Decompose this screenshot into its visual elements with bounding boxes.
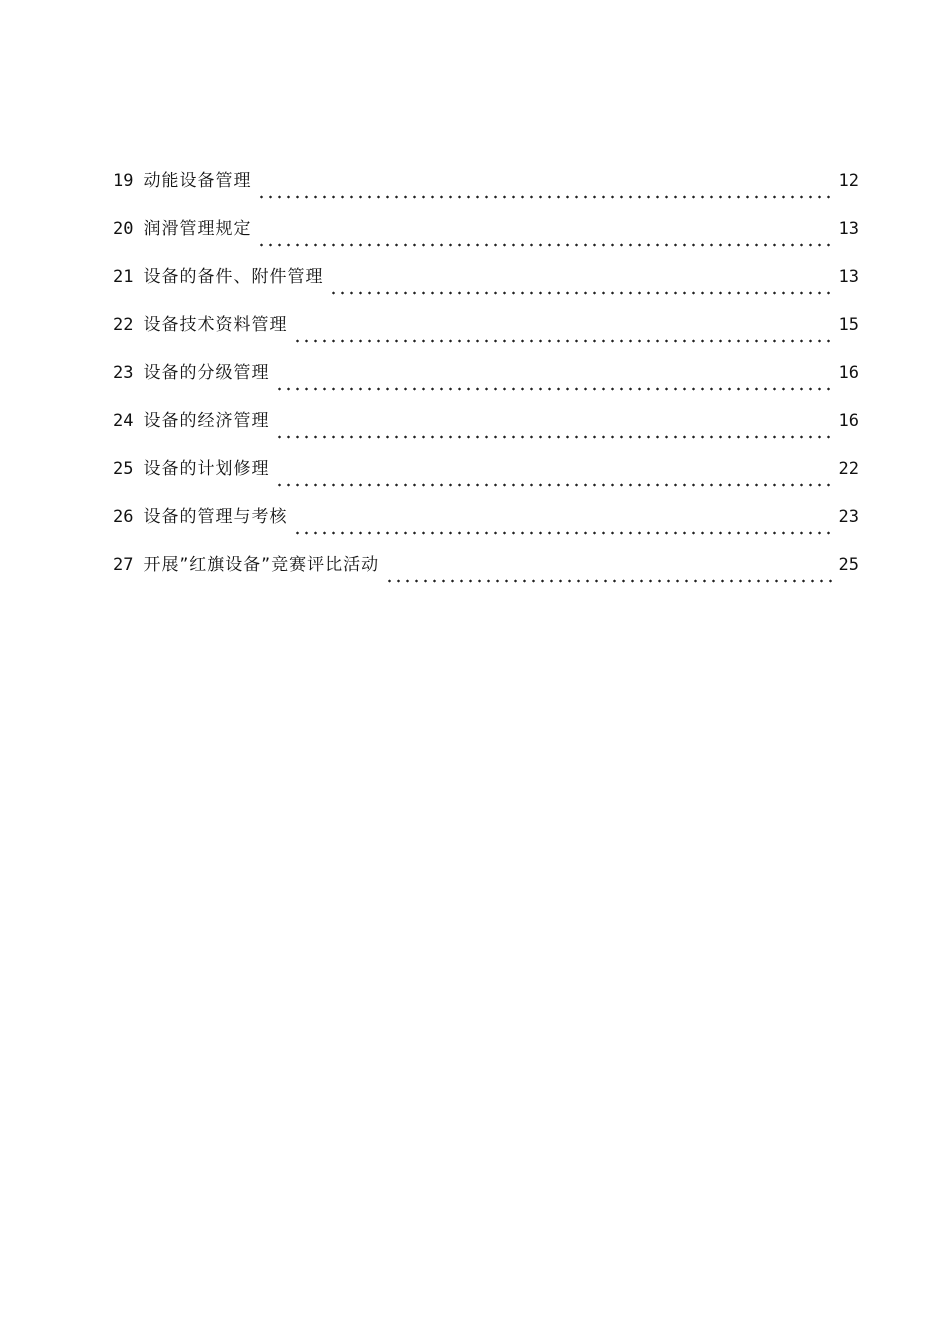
toc-entry-title: 润滑管理规定 (143, 219, 252, 239)
toc-entry-number: 24 (113, 411, 134, 431)
toc-entry-number: 21 (113, 267, 134, 287)
toc-dot-leader (275, 435, 832, 439)
toc-dot-leader (293, 339, 832, 343)
toc-entry-page: 25 (838, 555, 859, 575)
toc-entry[interactable] (113, 360, 859, 408)
table-of-contents (113, 168, 859, 600)
toc-entry[interactable] (113, 216, 859, 264)
toc-entry-number: 20 (113, 219, 134, 239)
toc-entry[interactable] (113, 552, 859, 600)
toc-entry-title: 设备的分级管理 (143, 363, 270, 383)
toc-entry[interactable] (113, 456, 859, 504)
toc-dot-leader (293, 531, 832, 535)
toc-entry[interactable] (113, 504, 859, 552)
toc-entry-title: 设备的经济管理 (143, 411, 270, 431)
toc-entry-number: 23 (113, 363, 134, 383)
toc-dot-leader (329, 291, 832, 295)
toc-entry-page: 13 (838, 267, 859, 287)
toc-dot-leader (257, 195, 832, 199)
toc-entry-number: 19 (113, 171, 134, 191)
toc-entry-title: 设备的备件、附件管理 (143, 267, 324, 287)
toc-entry-page: 12 (838, 171, 859, 191)
toc-entry-number: 26 (113, 507, 134, 527)
toc-entry-page: 13 (838, 219, 859, 239)
toc-entry-page: 16 (838, 411, 859, 431)
toc-entry-title: 设备的管理与考核 (143, 507, 288, 527)
toc-entry-title: 开展”红旗设备”竞赛评比活动 (143, 555, 380, 575)
toc-entry-number: 27 (113, 555, 134, 575)
toc-entry-number: 22 (113, 315, 134, 335)
toc-entry[interactable] (113, 264, 859, 312)
toc-entry[interactable] (113, 408, 859, 456)
toc-dot-leader (275, 483, 832, 487)
toc-entry-page: 22 (838, 459, 859, 479)
toc-entry[interactable] (113, 312, 859, 360)
toc-entry-page: 16 (838, 363, 859, 383)
toc-dot-leader (275, 387, 832, 391)
toc-entry-title: 设备的计划修理 (143, 459, 270, 479)
toc-entry-page: 23 (838, 507, 859, 527)
toc-entry-page: 15 (838, 315, 859, 335)
toc-entry-number: 25 (113, 459, 134, 479)
toc-entry[interactable] (113, 168, 859, 216)
toc-dot-leader (257, 243, 832, 247)
toc-entry-title: 设备技术资料管理 (143, 315, 288, 335)
toc-entry-title: 动能设备管理 (143, 171, 252, 191)
toc-dot-leader (385, 579, 832, 583)
